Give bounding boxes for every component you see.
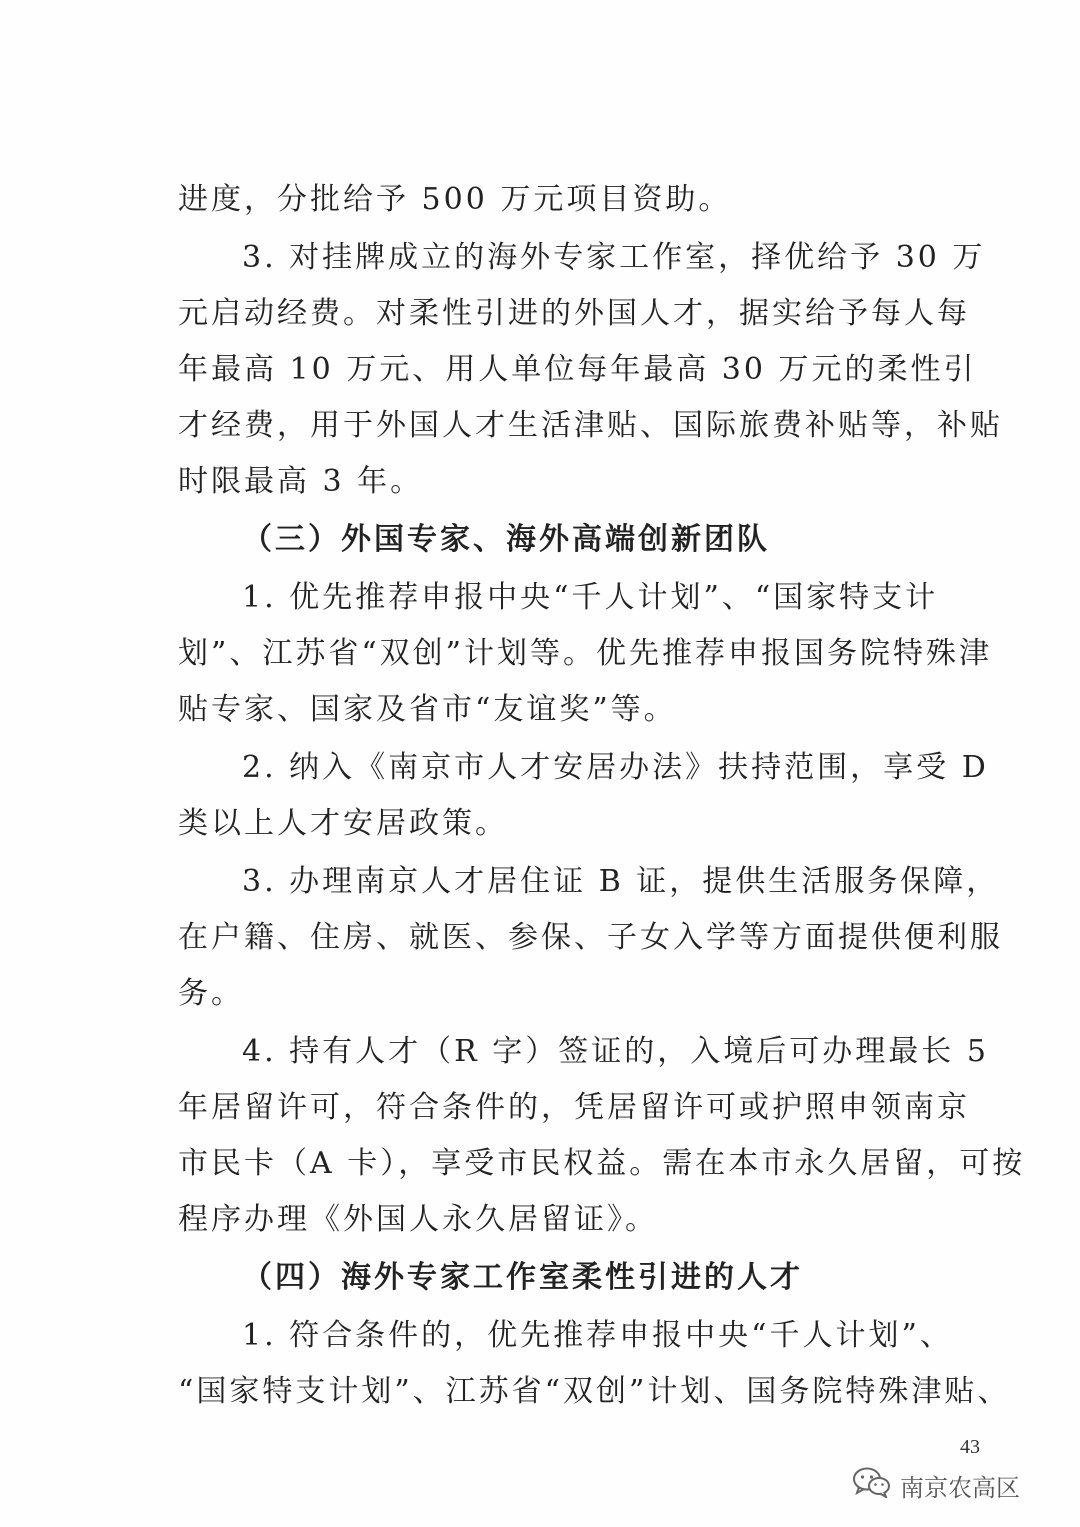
text-line: 进度，分批给予 500 万元项目资助。 bbox=[178, 182, 732, 217]
text-line: 年最高 10 万元、用人单位每年最高 30 万元的柔性引 bbox=[178, 352, 977, 387]
text-line: 类以上人才安居政策。 bbox=[178, 806, 508, 841]
text-line: 贴专家、国家及省市“友谊奖”等。 bbox=[178, 692, 677, 727]
watermark-text: 南京农高区 bbox=[900, 1473, 1020, 1502]
text-line: 时限最高 3 年。 bbox=[178, 464, 424, 499]
text-line: 1. 优先推荐申报中央“千人计划”、“国家特支计 bbox=[242, 580, 939, 615]
text-line: 划”、江苏省“双创”计划等。优先推荐申报国务院特殊津 bbox=[178, 636, 993, 671]
text-line: 程序办理《外国人永久居留证》。 bbox=[178, 1202, 658, 1237]
text-line: “国家特支计划”、江苏省“双创”计划、国务院特殊津贴、 bbox=[178, 1374, 1011, 1409]
text-line: 3. 办理南京人才居住证 B 证，提供生活服务保障， bbox=[242, 864, 1000, 899]
text-line: 年居留许可，符合条件的，凭居留许可或护照申领南京 bbox=[178, 1090, 970, 1125]
text-line: 元启动经费。对柔性引进的外国人才，据实给予每人每 bbox=[178, 296, 970, 331]
section-heading: （四）海外专家工作室柔性引进的人才 bbox=[242, 1260, 803, 1295]
text-line: 1. 符合条件的，优先推荐申报中央“千人计划”、 bbox=[242, 1318, 953, 1353]
wechat-icon bbox=[852, 1466, 892, 1504]
text-line: 3. 对挂牌成立的海外专家工作室，择优给予 30 万 bbox=[242, 240, 986, 275]
text-line: 市民卡（A 卡），享受市民权益。需在本市永久居留，可按 bbox=[178, 1146, 1026, 1181]
watermark bbox=[852, 1466, 1020, 1504]
document-body bbox=[178, 172, 1026, 1420]
text-line: 2. 纳入《南京市人才安居办法》扶持范围，享受 D bbox=[242, 750, 989, 785]
text-line: 务。 bbox=[178, 976, 244, 1011]
text-line: 4. 持有人才（R 字）签证的，入境后可办理最长 5 bbox=[242, 1034, 989, 1069]
text-line: 才经费，用于外国人才生活津贴、国际旅费补贴等，补贴 bbox=[178, 408, 1003, 443]
text-line: 在户籍、住房、就医、参保、子女入学等方面提供便利服 bbox=[178, 920, 1003, 955]
page-number: 43 bbox=[960, 1436, 980, 1458]
section-heading: （三）外国专家、海外高端创新团队 bbox=[242, 522, 770, 557]
